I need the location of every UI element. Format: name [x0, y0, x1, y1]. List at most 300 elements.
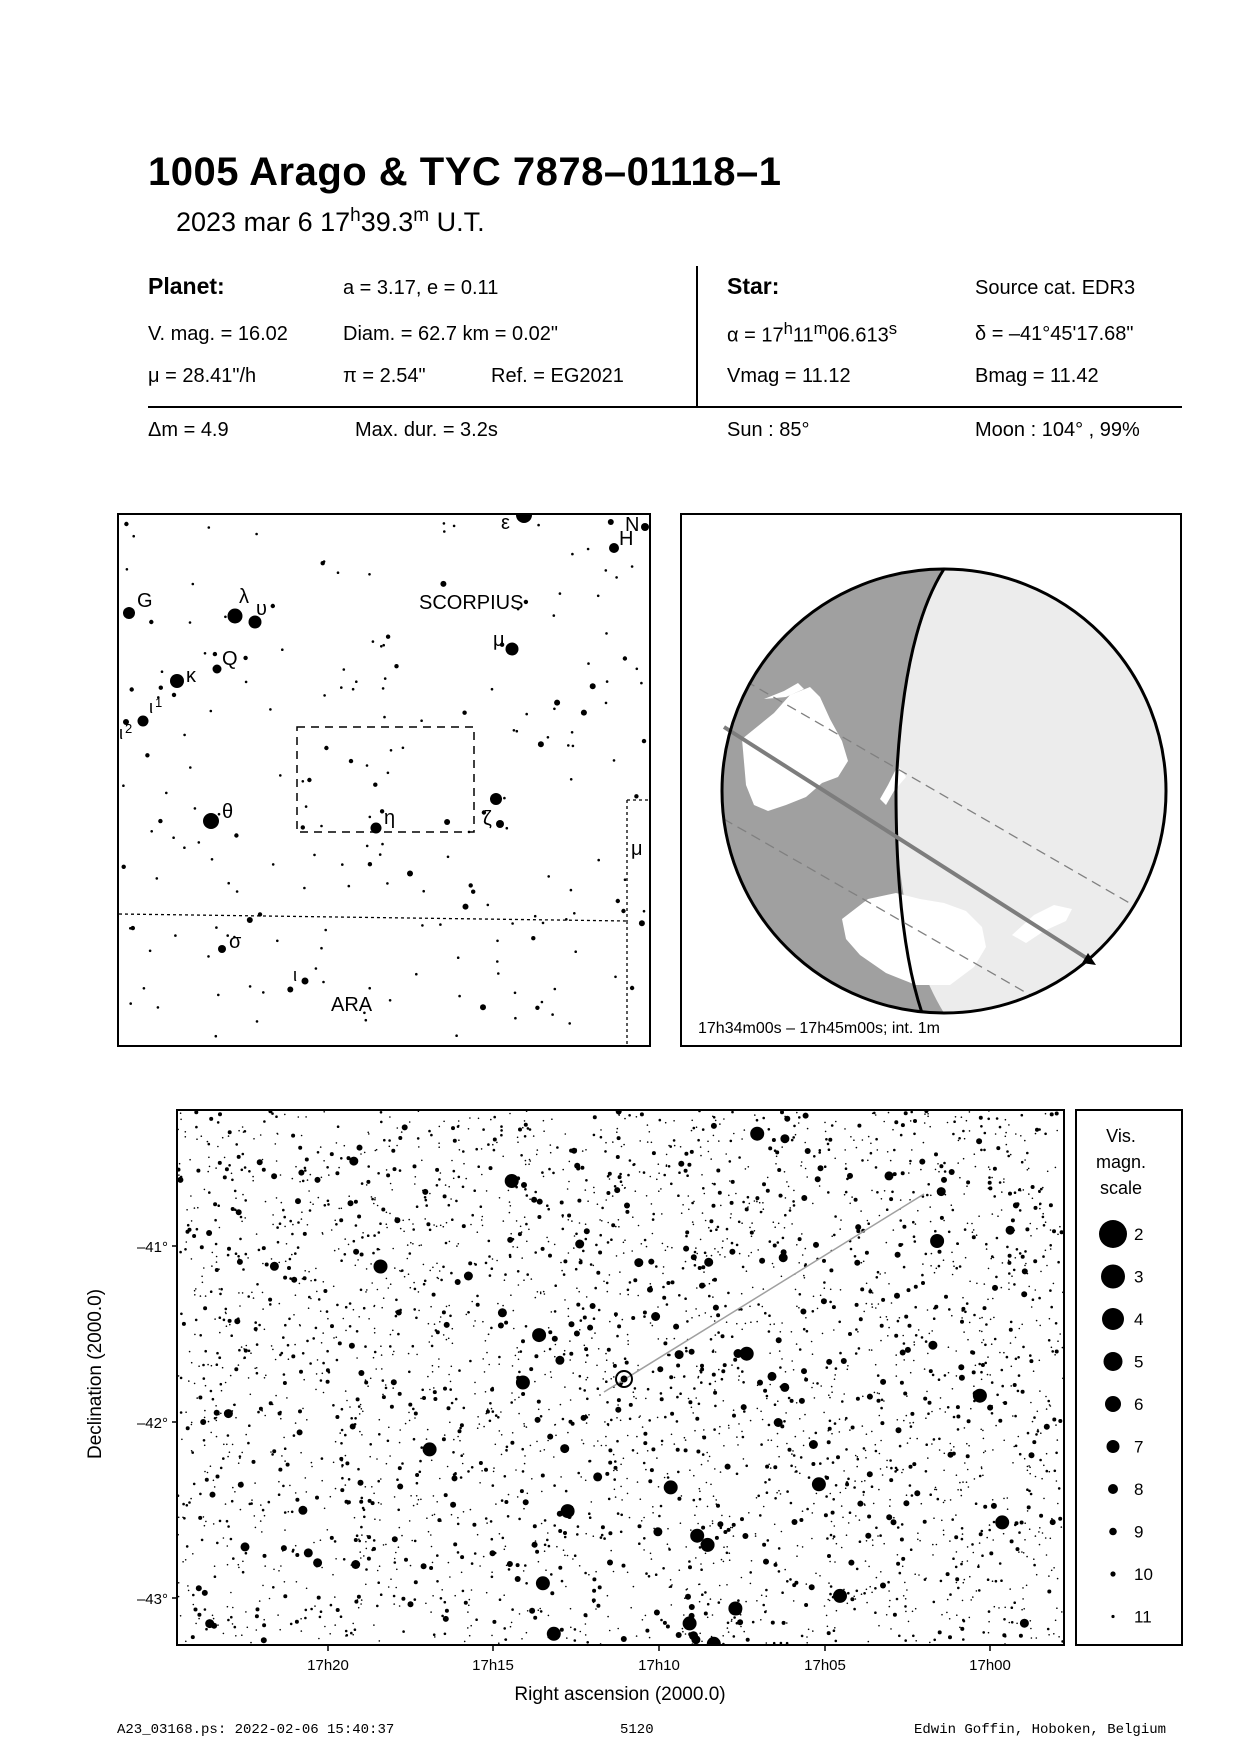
field-star: [658, 1486, 660, 1488]
field-star: [1042, 1255, 1045, 1258]
field-star: [1020, 1619, 1029, 1628]
field-star: [778, 1570, 781, 1573]
field-star: [775, 1163, 777, 1165]
field-star: [919, 1540, 921, 1542]
field-star: [617, 1398, 621, 1402]
field-star: [603, 1281, 605, 1283]
field-star: [763, 1559, 769, 1565]
field-star: [566, 1637, 568, 1639]
field-star: [257, 1411, 260, 1414]
field-star: [638, 1542, 641, 1545]
field-star: [932, 1544, 934, 1546]
field-star: [927, 1353, 929, 1355]
field-star: [707, 1506, 709, 1508]
field-star: [814, 1397, 816, 1399]
field-star: [846, 1534, 848, 1536]
field-star: [607, 1423, 610, 1426]
field-star: [292, 1550, 295, 1553]
field-star: [231, 1207, 235, 1211]
field-star: [713, 1135, 715, 1137]
field-star: [191, 1362, 193, 1364]
field-star: [346, 1400, 348, 1402]
field-star: [701, 1593, 704, 1596]
field-star: [365, 1291, 367, 1293]
field-star: [554, 1310, 557, 1313]
field-star: [689, 1469, 691, 1471]
field-star: [915, 1640, 917, 1642]
field-star: [469, 1360, 472, 1363]
field-star: [468, 1605, 470, 1607]
field-star: [291, 1254, 293, 1256]
label-zeta: ζ: [483, 808, 492, 830]
field-star: [363, 1516, 366, 1519]
field-star: [984, 1344, 987, 1347]
label-upsilon: υ: [256, 598, 267, 620]
field-star: [276, 1226, 279, 1229]
field-star: [809, 1437, 811, 1439]
field-star: [593, 1472, 602, 1481]
field-star: [956, 1614, 958, 1616]
field-star: [1007, 1508, 1009, 1510]
field-star: [217, 1146, 219, 1148]
field-star: [1012, 1462, 1014, 1464]
field-star: [567, 1432, 569, 1434]
field-star: [554, 1284, 557, 1287]
field-star: [180, 1112, 182, 1114]
field-star: [719, 1254, 721, 1256]
field-star: [447, 1406, 451, 1410]
field-star: [691, 1120, 693, 1122]
field-star: [546, 1204, 549, 1207]
field-star: [259, 1407, 261, 1409]
field-star: [574, 1628, 577, 1631]
field-star: [298, 1146, 302, 1150]
field-star: [379, 1222, 382, 1225]
field-star: [1046, 1554, 1048, 1556]
field-star: [265, 1201, 267, 1203]
field-star: [1057, 1340, 1059, 1342]
field-star: [1035, 1535, 1037, 1537]
field-star: [203, 1439, 206, 1442]
field-star: [829, 1397, 831, 1399]
field-star: [245, 1552, 248, 1555]
field-star: [298, 1170, 304, 1176]
field-star: [203, 1306, 207, 1310]
field-star: [680, 1146, 682, 1148]
field-star: [178, 1582, 180, 1584]
field-star: [988, 1181, 992, 1185]
field-star: [1027, 1432, 1030, 1435]
star-source-catalog: Source cat. EDR3: [975, 277, 1136, 299]
field-star: [652, 1151, 656, 1155]
field-star: [574, 1163, 580, 1169]
field-star: [774, 1226, 776, 1228]
field-star: [676, 1420, 679, 1423]
field-star: [271, 1453, 274, 1456]
field-star: [281, 1455, 283, 1457]
field-star: [336, 1608, 340, 1612]
field-star: [264, 1415, 266, 1417]
field-star: [975, 1365, 977, 1367]
field-star: [262, 1263, 264, 1265]
field-star: [777, 1241, 780, 1244]
field-star: [667, 1473, 669, 1475]
field-star: [321, 1457, 324, 1460]
field-star: [1046, 1408, 1048, 1410]
field-star: [609, 1274, 611, 1276]
field-star: [741, 1293, 743, 1295]
field-star: [652, 1512, 654, 1514]
field-star: [811, 1538, 813, 1540]
field-star: [418, 1499, 420, 1501]
field-star: [180, 1176, 183, 1179]
field-star: [295, 1620, 299, 1624]
field-star: [606, 1359, 608, 1361]
field-star: [613, 1571, 615, 1573]
field-star: [444, 1493, 448, 1497]
field-star: [746, 1638, 750, 1642]
field-star: [191, 1258, 193, 1260]
field-star: [710, 1484, 712, 1486]
field-star: [430, 1534, 432, 1536]
field-star: [616, 1255, 618, 1257]
field-star: [526, 1632, 528, 1634]
field-star: [830, 1534, 833, 1537]
field-star: [905, 1598, 907, 1600]
field-star: [970, 1350, 974, 1354]
field-star: [214, 1219, 217, 1222]
field-star: [877, 1374, 880, 1377]
field-star: [987, 1405, 993, 1411]
field-star: [521, 1231, 523, 1233]
field-star: [658, 1190, 660, 1192]
event-title: 1005 Arago & TYC 7878–01118–1: [148, 150, 782, 194]
field-star: [331, 1229, 333, 1231]
field-star: [204, 1189, 206, 1191]
field-star: [420, 1446, 423, 1449]
field-star: [992, 1213, 994, 1215]
field-star: [555, 1356, 564, 1365]
field-star: [859, 1519, 861, 1521]
field-star: [996, 1146, 1000, 1150]
field-star: [432, 1293, 436, 1297]
field-star: [367, 1234, 370, 1237]
field-star: [749, 1306, 751, 1308]
field-star: [859, 1540, 862, 1543]
field-star: [967, 1546, 969, 1548]
field-star: [327, 1529, 329, 1531]
field-star: [217, 1624, 219, 1626]
field-star: [690, 1529, 704, 1543]
field-star: [914, 1490, 920, 1496]
field-star: [452, 1451, 455, 1454]
field-star: [991, 1177, 993, 1179]
field-star: [829, 1561, 831, 1563]
field-star: [534, 1381, 536, 1383]
field-star: [974, 1153, 976, 1155]
field-star: [412, 1223, 414, 1225]
field-star: [227, 1606, 229, 1608]
field-star: [512, 1432, 514, 1434]
field-star: [988, 1268, 990, 1270]
field-star: [891, 1302, 893, 1304]
field-star: [733, 1409, 735, 1411]
field-star: [927, 1113, 929, 1115]
field-star: [279, 1629, 281, 1631]
field-star: [464, 1272, 473, 1281]
field-star: [363, 1307, 366, 1310]
field-star: [650, 1176, 652, 1178]
field-star: [479, 1482, 481, 1484]
field-star: [1002, 1262, 1004, 1264]
field-star: [992, 1285, 998, 1291]
field-star: [1047, 1400, 1050, 1403]
field-star: [995, 1133, 997, 1135]
field-star: [777, 1446, 779, 1448]
field-star: [689, 1604, 695, 1610]
field-star: [429, 1193, 431, 1195]
field-star: [915, 1608, 917, 1610]
field-star: [534, 1354, 538, 1358]
field-star: [489, 1166, 493, 1170]
field-star: [254, 1368, 256, 1370]
field-star: [539, 1608, 541, 1610]
field-star: [700, 1364, 704, 1368]
field-star: [768, 1464, 770, 1466]
field-star: [502, 1156, 504, 1158]
field-star: [981, 1331, 983, 1333]
field-star: [968, 1445, 970, 1447]
field-star: [981, 1530, 984, 1533]
field-star: [506, 1450, 508, 1452]
field-star: [993, 1521, 996, 1524]
field-star: [386, 1463, 388, 1465]
field-star: [275, 1359, 277, 1361]
field-star: [401, 1462, 404, 1465]
field-star: [593, 1445, 595, 1447]
field-star: [717, 1521, 723, 1527]
field-star: [581, 1439, 583, 1441]
field-star: [209, 1117, 213, 1121]
field-star: [576, 1303, 580, 1307]
field-star: [651, 1447, 655, 1451]
field-star: [721, 1378, 724, 1381]
field-star: [1026, 1152, 1029, 1155]
field-star: [362, 1507, 365, 1510]
field-star: [364, 1345, 367, 1348]
field-star: [1024, 1458, 1026, 1460]
field-star: [833, 1329, 835, 1331]
field-star: [991, 1381, 994, 1384]
field-star: [330, 1496, 332, 1498]
field-star: [848, 1332, 852, 1336]
field-star: [643, 1549, 645, 1551]
field-star: [398, 1136, 402, 1140]
field-star: [264, 1515, 266, 1517]
field-star: [361, 1599, 363, 1601]
field-star: [945, 1411, 947, 1413]
field-star: [1010, 1539, 1014, 1543]
field-star: [276, 1160, 278, 1162]
field-star: [483, 1426, 485, 1428]
field-star: [185, 1559, 187, 1561]
field-star: [358, 1405, 361, 1408]
field-star: [786, 1580, 789, 1583]
y-tick-label: –43°: [136, 1591, 168, 1608]
field-star: [875, 1444, 877, 1446]
field-star: [752, 1287, 754, 1289]
field-star: [320, 1146, 322, 1148]
field-star: [880, 1583, 886, 1589]
field-star: [671, 1604, 673, 1606]
field-star: [277, 1241, 280, 1244]
field-star: [849, 1203, 851, 1205]
field-star: [335, 1558, 337, 1560]
field-star: [829, 1301, 832, 1304]
field-star: [453, 1439, 455, 1441]
field-star: [272, 1349, 274, 1351]
field-star: [866, 1433, 868, 1435]
field-star: [675, 1350, 684, 1359]
field-star: [562, 1418, 565, 1421]
field-star: [204, 1417, 206, 1419]
field-star: [271, 1345, 273, 1347]
field-star: [238, 1349, 241, 1352]
field-star: [231, 1173, 233, 1175]
field-star: [398, 1546, 400, 1548]
field-star: [768, 1478, 771, 1481]
field-star: [904, 1315, 908, 1319]
field-star: [834, 1374, 836, 1376]
detail-chart-frame: [177, 1110, 1064, 1645]
field-star: [196, 1138, 198, 1140]
field-star: [228, 1130, 232, 1134]
field-star: [854, 1260, 860, 1266]
field-star: [286, 1243, 288, 1245]
field-star: [973, 1391, 979, 1397]
field-star: [553, 1524, 556, 1527]
field-star: [605, 1353, 607, 1355]
field-star: [763, 1288, 765, 1290]
field-star: [826, 1457, 829, 1460]
field-star: [238, 1258, 240, 1260]
field-star: [781, 1146, 783, 1148]
field-star: [327, 1203, 330, 1206]
field-star: [380, 1503, 382, 1505]
field-star: [940, 1580, 943, 1583]
field-star: [470, 1625, 472, 1627]
field-star: [545, 1569, 547, 1571]
field-star: [474, 1382, 476, 1384]
field-star: [474, 1552, 477, 1555]
field-star: [540, 1610, 543, 1613]
field-star: [757, 1408, 759, 1410]
field-star: [562, 1169, 564, 1171]
field-star: [638, 1524, 642, 1528]
field-star: [643, 1517, 645, 1519]
field-star: [531, 1478, 533, 1480]
field-star: [377, 1248, 380, 1251]
field-star: [510, 1401, 513, 1404]
field-star: [667, 1246, 669, 1248]
field-star: [397, 1333, 400, 1336]
field-star: [967, 1339, 969, 1341]
field-star: [322, 1232, 324, 1234]
field-star: [1047, 1590, 1051, 1594]
field-star: [953, 1446, 955, 1448]
field-star: [1001, 1385, 1004, 1388]
field-star: [399, 1442, 401, 1444]
field-star: [962, 1638, 965, 1641]
field-star: [603, 1537, 606, 1540]
field-star: [1053, 1567, 1055, 1569]
field-star: [1056, 1607, 1058, 1609]
field-star: [498, 1323, 504, 1329]
field-star: [618, 1175, 622, 1179]
field-star: [658, 1338, 660, 1340]
field-star: [597, 1440, 599, 1442]
field-star: [327, 1200, 330, 1203]
field-star: [496, 1142, 498, 1144]
field-star: [912, 1191, 915, 1194]
field-star: [952, 1133, 955, 1136]
field-star: [187, 1224, 190, 1227]
field-star: [579, 1565, 581, 1567]
field-star: [985, 1450, 987, 1452]
field-star: [632, 1216, 634, 1218]
field-star: [246, 1345, 248, 1347]
field-star: [801, 1635, 804, 1638]
field-star: [605, 1199, 607, 1201]
field-star: [537, 1199, 543, 1205]
field-star: [231, 1179, 234, 1182]
field-star: [537, 1215, 541, 1219]
field-star: [819, 1462, 822, 1465]
field-star: [948, 1372, 950, 1374]
field-star: [473, 1325, 475, 1327]
field-star: [433, 1633, 436, 1636]
field-star: [580, 1166, 584, 1170]
field-star: [1030, 1628, 1032, 1630]
field-star: [803, 1328, 806, 1331]
field-star: [524, 1135, 527, 1138]
field-star: [1011, 1606, 1014, 1609]
field-star: [664, 1477, 666, 1479]
field-star: [795, 1436, 797, 1438]
field-star: [704, 1258, 713, 1267]
field-star: [802, 1546, 804, 1548]
field-star: [607, 1560, 613, 1566]
field-star: [318, 1298, 321, 1301]
field-star: [723, 1561, 725, 1563]
field-star: [192, 1553, 194, 1555]
field-star: [443, 1334, 445, 1336]
field-star: [425, 1603, 427, 1605]
field-star: [914, 1306, 917, 1309]
field-star: [586, 1398, 589, 1401]
field-star: [426, 1438, 428, 1440]
field-star: [914, 1573, 916, 1575]
field-star: [464, 1601, 468, 1605]
field-star: [501, 1454, 503, 1456]
field-star: [575, 1268, 578, 1271]
field-star: [586, 1416, 589, 1419]
field-star: [551, 1377, 553, 1379]
field-star: [737, 1444, 739, 1446]
field-star: [544, 1544, 547, 1547]
field-star: [210, 1390, 213, 1393]
field-star: [988, 1621, 990, 1623]
